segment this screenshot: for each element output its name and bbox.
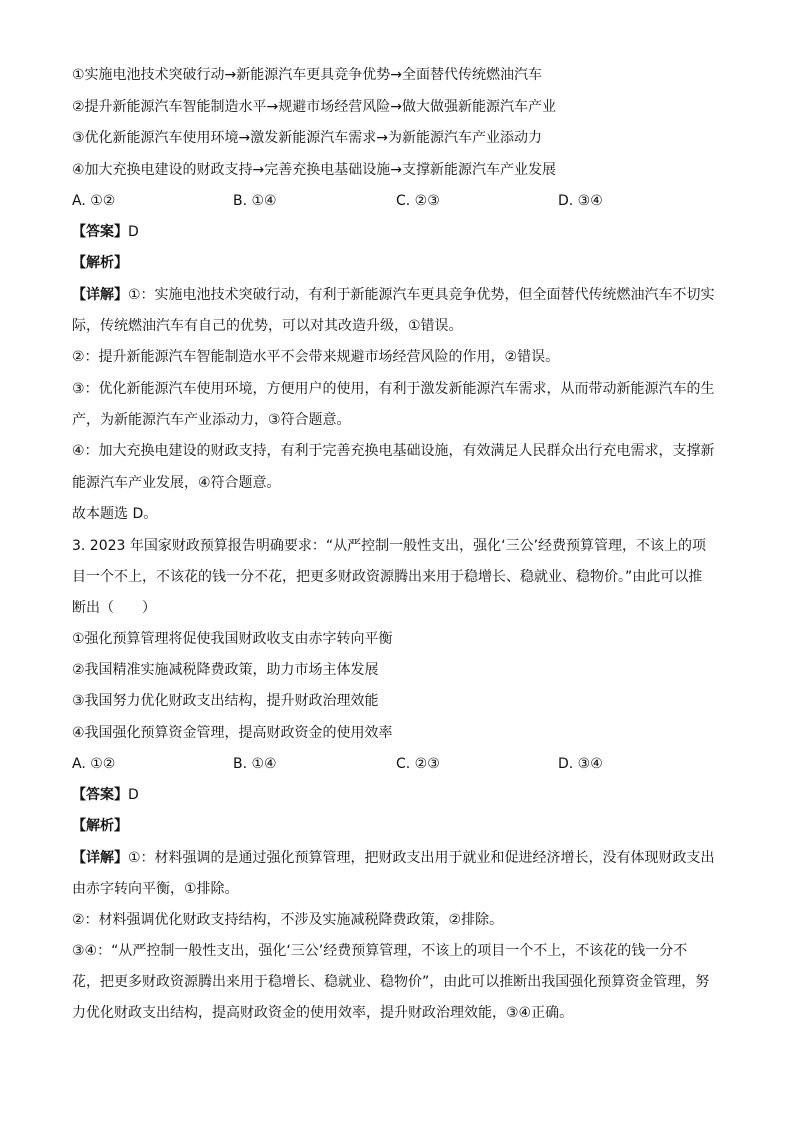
q2-detail-1: [72, 286, 722, 304]
q3-answer: [72, 786, 722, 804]
q3-answer-label: 【答案】: [72, 787, 128, 803]
q3-detail-2: ②：材料强调优化财政支持结构，不涉及实施减税降费政策，②排除。: [72, 912, 504, 928]
q2-detail-3b: 产，为新能源汽车产业添动力，③符合题意。: [72, 412, 351, 428]
q3-statement-2: ②我国精准实施减税降费政策，助力市场主体发展: [72, 662, 379, 678]
q3-detail-34c: 力优化财政支出结构，提高财政资金的使用效率，提升财政治理效能，③④正确。: [72, 1005, 574, 1021]
q2-answer-value: D: [128, 224, 139, 240]
q3-analysis-label: 【解析】: [72, 818, 128, 834]
q2-answer-label: 【答案】: [72, 224, 128, 240]
q3-analysis-heading: [72, 817, 722, 835]
q2-detail-4b: 能源汽车产业发展，④符合题意。: [72, 475, 281, 491]
q3-detail-34a: ③④：“从严控制一般性支出，强化‘三公’经费预算管理，不该上的项目一个不上，不该花的钱一分不: [72, 943, 688, 959]
q2-option-c: C. ②③: [396, 193, 440, 209]
q2-detail-3a: ③：优化新能源汽车使用环境，方便用户的使用，有利于激发新能源汽车需求，从而带动新能源汽车的生: [72, 381, 715, 397]
q3-detail-label: 【详解】: [72, 850, 128, 866]
q3-stem-line-2: 目一个不上，不该花的钱一分不花，把更多财政资源腾出来用于稳增长、稳就业、稳物价。”由此可以推: [72, 569, 703, 585]
q3-detail-1b: 由赤字转向平衡，①排除。: [72, 881, 239, 897]
q3-answer-value: D: [128, 787, 139, 803]
q2-analysis-heading: [72, 254, 722, 272]
q3-stem-line-1: 3. 2023 年国家财政预算报告明确要求：“从严控制一般性支出，强化‘三公’经费预算管理，不该上的项: [72, 538, 707, 554]
q3-detail-34b: 花，把更多财政资源腾出来用于稳增长、稳就业、稳物价”，由此可以推断出我国强化预算资金管理，努: [72, 974, 710, 990]
q2-statement-3: ③优化新能源汽车使用环境→激发新能源汽车需求→为新能源汽车产业添动力: [72, 130, 543, 146]
q2-option-b: B. ①④: [233, 193, 277, 209]
q2-statement-2: ②提升新能源汽车智能制造水平→规避市场经营风险→做大做强新能源汽车产业: [72, 99, 557, 115]
q3-detail-1: [72, 849, 722, 867]
q2-statement-4: ④加大充换电建设的财政支持→完善充换电基础设施→支撑新能源汽车产业发展: [72, 162, 557, 178]
q3-stem-line-3: 断出（ ）: [72, 600, 156, 616]
q2-option-d: D. ③④: [558, 193, 603, 209]
q2-detail-label: 【详解】: [72, 287, 128, 303]
q3-option-d: D. ③④: [558, 756, 603, 772]
q3-statement-3: ③我国努力优化财政支出结构，提升财政治理效能: [72, 693, 379, 709]
q2-detail-2: ②：提升新能源汽车智能制造水平不会带来规避市场经营风险的作用，②错误。: [72, 349, 560, 365]
q2-analysis-label: 【解析】: [72, 255, 128, 271]
q3-option-b: B. ①④: [233, 756, 277, 772]
q3-option-a: A. ①②: [72, 756, 116, 772]
q3-option-c: C. ②③: [396, 756, 440, 772]
q2-detail-1a: ①：实施电池技术突破行动，有利于新能源汽车更具竞争优势，但全面替代传统燃油汽车不切实: [128, 287, 715, 303]
q2-answer: [72, 223, 722, 241]
q2-detail-1b: 际，传统燃油汽车有自己的优势，可以对其改造升级，①错误。: [72, 318, 463, 334]
q2-conclusion: 故本题选 D。: [72, 506, 158, 522]
q3-statement-1: ①强化预算管理将促使我国财政收支由赤字转向平衡: [72, 631, 393, 647]
q2-detail-4a: ④：加大充换电建设的财政支持，有利于完善充换电基础设施，有效满足人民群众出行充电需求，支撑新: [72, 443, 715, 459]
q3-statement-4: ④我国强化预算资金管理，提高财政资金的使用效率: [72, 725, 393, 741]
q2-statement-1: ①实施电池技术突破行动→新能源汽车更具竞争优势→全面替代传统燃油汽车: [72, 67, 543, 83]
q3-detail-1a: ①：材料强调的是通过强化预算管理，把财政支出用于就业和促进经济增长，没有体现财政支出: [128, 850, 715, 866]
q2-option-a: A. ①②: [72, 193, 116, 209]
